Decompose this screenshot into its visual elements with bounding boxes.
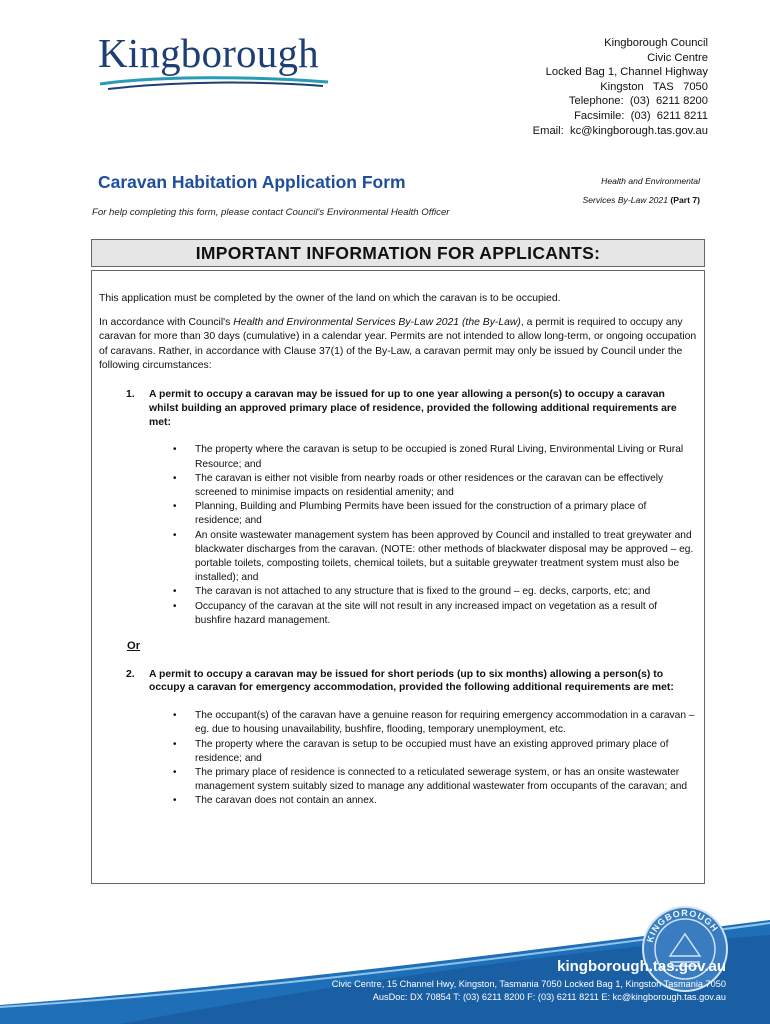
- contact-telephone: Telephone: (03) 6211 8200: [568, 95, 708, 108]
- intro-paragraph: This application must be completed by the owner of the land on which the caravan is to be occupied.: [99, 293, 561, 304]
- important-heading: IMPORTANT INFORMATION FOR APPLICANTS:: [91, 239, 705, 267]
- important-info-content: [99, 292, 699, 809]
- list-item: • Occupancy of the caravan at the site will not result in any increased impact on vegetation as a result of bushfire hazard management.: [173, 600, 658, 626]
- list-item: • The caravan does not contain an annex.: [171, 794, 695, 808]
- footer-website: kingborough.tas.gov.au: [557, 958, 726, 975]
- bylaw-reference: [560, 172, 700, 210]
- bullet-icon: •: [173, 586, 177, 598]
- or-label: Or: [127, 640, 141, 652]
- requirement-1-number: 1.: [126, 388, 135, 400]
- bullet-icon: •: [173, 501, 177, 513]
- requirement-1-text: A permit to occupy a caravan may be issued for up to one year allowing a person(s) to occupy a caravan whilst building an approved primary place of residence, provided the following additional requirements are met:: [149, 388, 677, 428]
- list-item: • The caravan is not attached to any structure that is fixed to the ground – eg. decks, carports, etc; and: [171, 585, 695, 599]
- bullet-icon: •: [173, 795, 177, 807]
- requirement-1-list: [99, 443, 699, 628]
- list-item: • The primary place of residence is connected to a reticulated sewerage system, or has an onsite wastewater management system suitably sized to manage any additional wastewater from occupants of the caravan; and: [173, 767, 688, 793]
- bylaw-paragraph-start: In accordance with Council's: [99, 316, 234, 328]
- requirement-2-heading: [99, 668, 699, 696]
- bullet-icon: •: [173, 472, 177, 484]
- footer-contacts: AusDoc: DX 70854 T: (03) 6211 8200 F: (03) 6211 8211 E: kc@kingborough.tas.gov.au: [372, 992, 726, 1002]
- list-item: • The property where the caravan is setup to be occupied is zoned Rural Living, Environmental Living or Rural Resource; and: [173, 444, 684, 470]
- bylaw-line-1: Health and Environmental: [601, 176, 700, 186]
- list-item: • Planning, Building and Plumbing Permits have been issued for the construction of a primary place of residence; and: [173, 501, 647, 527]
- requirement-1-heading: [99, 388, 699, 429]
- list-item: • The occupant(s) of the caravan have a genuine reason for requiring emergency accommodation in a caravan – eg. due to housing unavailability, bushfire, flooding, temporary unemployment, etc.: [173, 710, 695, 736]
- form-title: Caravan Habitation Application Form: [98, 172, 406, 192]
- requirement-2-text: A permit to occupy a caravan may be issued for short periods (up to six months) allowing a person(s) to occupy a caravan for emergency accommodation, provided the following additional requirements are met:: [149, 668, 674, 694]
- contact-name: Kingborough Council: [604, 37, 708, 49]
- list-item: • The caravan is either not visible from nearby roads or other residences or the caravan can be effectively screened to minimise impacts on residential amenity; and: [173, 472, 664, 498]
- council-contact-block: [448, 36, 708, 138]
- bullet-icon: •: [173, 600, 177, 612]
- bullet-icon: •: [173, 767, 177, 778]
- contact-postal: Locked Bag 1, Channel Highway: [545, 66, 708, 79]
- contact-facsimile: Facsimile: (03) 6211 8211: [574, 109, 708, 122]
- bullet-icon: •: [173, 710, 177, 722]
- logo-swoosh-icon: [98, 74, 330, 92]
- bylaw-paragraph-italic: Health and Environmental Services By-Law 2021 (the By-Law): [233, 316, 521, 328]
- bullet-icon: •: [173, 738, 177, 750]
- contact-email: Email: kc@kingborough.tas.gov.au: [532, 124, 708, 137]
- contact-building: Civic Centre: [647, 51, 708, 64]
- logo-text: Kingborough: [98, 30, 319, 76]
- list-item: • An onsite wastewater management system has been approved by Council and installed to treat greywater and blackwater discharges from the caravan. (NOTE: other methods of blackwater disposal may be approved – eg. portable toilets, composting toilets, chemical toilets, but a suitable greywater treatment system must also be installed); and: [173, 529, 694, 584]
- bylaw-line-2: [560, 191, 700, 210]
- bullet-icon: •: [173, 529, 177, 541]
- seal-text: KINGBOROUGH: [644, 907, 721, 944]
- council-logo: [98, 30, 333, 92]
- help-text: For help completing this form, please contact Council's Environmental Health Officer: [92, 207, 450, 218]
- bylaw-part: (Part 7): [670, 195, 700, 205]
- contact-locality: Kingston TAS 7050: [600, 80, 708, 93]
- bylaw-paragraph: [99, 316, 699, 374]
- requirement-2-list: [99, 709, 699, 808]
- requirement-2-number: 2.: [126, 668, 135, 680]
- footer-address: Civic Centre, 15 Channel Hwy, Kingston, Tasmania 7050 Locked Bag 1, Kingston Tasmania 7050: [331, 979, 726, 989]
- list-item: • The property where the caravan is setup to be occupied must have an existing approved primary place of residence; and: [173, 738, 669, 764]
- bylaw-paragraph-end: , a permit is required to occupy any caravan for more than 30 days (cumulative) in a calendar year. Permits are not intended to allow long-term, or ongoing occupation of caravans. Rather, in accordance with Clause 37(1) of the By-Law, a caravan permit may only be issued by Council under the following circumstances:: [99, 316, 697, 372]
- bullet-icon: •: [173, 444, 177, 456]
- bylaw-name: Services By-Law 2021: [582, 195, 668, 205]
